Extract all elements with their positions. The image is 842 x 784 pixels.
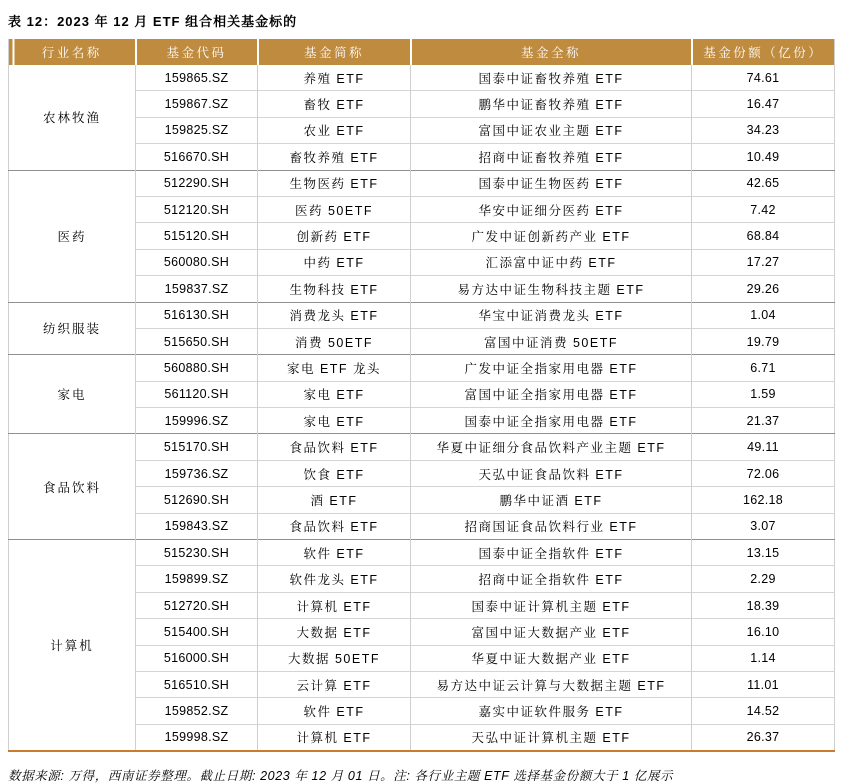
cell-fund-code: 159825.SZ [136, 117, 258, 143]
cell-fund-short-name: 畜牧 ETF [258, 91, 411, 117]
cell-fund-shares: 6.71 [692, 355, 835, 381]
cell-fund-code: 515170.SH [136, 434, 258, 460]
cell-fund-full-name: 富国中证消费 50ETF [411, 328, 692, 354]
cell-fund-short-name: 家电 ETF [258, 381, 411, 407]
table-row [9, 302, 835, 328]
cell-fund-short-name: 计算机 ETF [258, 592, 411, 618]
cell-fund-shares: 16.47 [692, 91, 835, 117]
cell-fund-short-name: 消费 50ETF [258, 328, 411, 354]
cell-fund-full-name: 华夏中证细分食品饮料产业主题 ETF [411, 434, 692, 460]
cell-fund-code: 516510.SH [136, 671, 258, 697]
cell-fund-code: 159996.SZ [136, 408, 258, 434]
cell-fund-full-name: 天弘中证计算机主题 ETF [411, 724, 692, 751]
cell-fund-shares: 13.15 [692, 540, 835, 566]
cell-fund-short-name: 养殖 ETF [258, 65, 411, 91]
cell-fund-short-name: 酒 ETF [258, 487, 411, 513]
cell-fund-code: 512120.SH [136, 196, 258, 222]
cell-fund-shares: 11.01 [692, 671, 835, 697]
table-header [9, 39, 835, 65]
cell-fund-full-name: 富国中证农业主题 ETF [411, 117, 692, 143]
cell-fund-short-name: 软件 ETF [258, 540, 411, 566]
cell-fund-shares: 29.26 [692, 276, 835, 302]
cell-fund-shares: 49.11 [692, 434, 835, 460]
cell-fund-code: 561120.SH [136, 381, 258, 407]
cell-fund-code: 159736.SZ [136, 460, 258, 486]
source-note: 数据来源: 万得，西南证券整理。截止日期: 2023 年 12 月 01 日。注: 各行业主题 ETF 选择基金份额大于 1 亿展示 [8, 769, 674, 784]
cell-fund-shares: 7.42 [692, 196, 835, 222]
cell-fund-full-name: 富国中证大数据产业 ETF [411, 619, 692, 645]
cell-industry: 纺织服装 [9, 302, 136, 355]
cell-fund-shares: 162.18 [692, 487, 835, 513]
cell-fund-full-name: 国泰中证畜牧养殖 ETF [411, 65, 692, 91]
cell-fund-code: 560080.SH [136, 249, 258, 275]
cell-fund-short-name: 消费龙头 ETF [258, 302, 411, 328]
cell-fund-full-name: 招商国证食品饮料行业 ETF [411, 513, 692, 539]
header-row [9, 39, 835, 65]
cell-fund-full-name: 易方达中证云计算与大数据主题 ETF [411, 671, 692, 697]
cell-fund-shares: 72.06 [692, 460, 835, 486]
cell-fund-full-name: 国泰中证生物医药 ETF [411, 170, 692, 196]
cell-fund-code: 512690.SH [136, 487, 258, 513]
table-row [9, 355, 835, 381]
cell-fund-code: 159899.SZ [136, 566, 258, 592]
col-header-fund-shares: 基金份额（亿份） [692, 39, 835, 65]
cell-fund-full-name: 招商中证全指软件 ETF [411, 566, 692, 592]
cell-fund-shares: 16.10 [692, 619, 835, 645]
cell-fund-full-name: 广发中证创新药产业 ETF [411, 223, 692, 249]
cell-industry: 计算机 [9, 540, 136, 752]
cell-fund-full-name: 招商中证畜牧养殖 ETF [411, 144, 692, 170]
cell-fund-shares: 42.65 [692, 170, 835, 196]
col-header-fund-short-name: 基金简称 [258, 39, 411, 65]
cell-fund-full-name: 嘉实中证软件服务 ETF [411, 698, 692, 724]
cell-fund-shares: 19.79 [692, 328, 835, 354]
cell-fund-full-name: 广发中证全指家用电器 ETF [411, 355, 692, 381]
cell-industry: 家电 [9, 355, 136, 434]
cell-fund-short-name: 生物医药 ETF [258, 170, 411, 196]
cell-industry: 农林牧渔 [9, 65, 136, 170]
cell-fund-code: 515120.SH [136, 223, 258, 249]
cell-fund-code: 159865.SZ [136, 65, 258, 91]
cell-fund-short-name: 家电 ETF 龙头 [258, 355, 411, 381]
cell-fund-short-name: 大数据 ETF [258, 619, 411, 645]
table-row [9, 434, 835, 460]
cell-fund-short-name: 云计算 ETF [258, 671, 411, 697]
cell-fund-code: 159867.SZ [136, 91, 258, 117]
cell-fund-code: 516000.SH [136, 645, 258, 671]
etf-fund-table [8, 39, 835, 752]
cell-industry: 医药 [9, 170, 136, 302]
table-row [9, 540, 835, 566]
cell-fund-code: 159837.SZ [136, 276, 258, 302]
cell-fund-short-name: 家电 ETF [258, 408, 411, 434]
cell-fund-full-name: 华安中证细分医药 ETF [411, 196, 692, 222]
cell-fund-short-name: 创新药 ETF [258, 223, 411, 249]
cell-fund-code: 512290.SH [136, 170, 258, 196]
cell-fund-full-name: 鹏华中证酒 ETF [411, 487, 692, 513]
cell-fund-full-name: 天弘中证食品饮料 ETF [411, 460, 692, 486]
cell-fund-full-name: 汇添富中证中药 ETF [411, 249, 692, 275]
cell-fund-shares: 21.37 [692, 408, 835, 434]
cell-fund-shares: 3.07 [692, 513, 835, 539]
cell-fund-full-name: 国泰中证全指软件 ETF [411, 540, 692, 566]
cell-fund-full-name: 华夏中证大数据产业 ETF [411, 645, 692, 671]
cell-fund-shares: 18.39 [692, 592, 835, 618]
cell-fund-code: 560880.SH [136, 355, 258, 381]
cell-fund-code: 159852.SZ [136, 698, 258, 724]
table-body [9, 65, 835, 751]
cell-fund-code: 159843.SZ [136, 513, 258, 539]
cell-fund-short-name: 农业 ETF [258, 117, 411, 143]
cell-fund-short-name: 计算机 ETF [258, 724, 411, 751]
col-header-fund-code: 基金代码 [136, 39, 258, 65]
cell-fund-code: 515400.SH [136, 619, 258, 645]
cell-fund-shares: 17.27 [692, 249, 835, 275]
cell-fund-shares: 1.59 [692, 381, 835, 407]
cell-fund-full-name: 易方达中证生物科技主题 ETF [411, 276, 692, 302]
cell-fund-code: 515230.SH [136, 540, 258, 566]
cell-fund-full-name: 富国中证全指家用电器 ETF [411, 381, 692, 407]
table-title: 表 12：2023 年 12 月 ETF 组合相关基金标的 [8, 14, 298, 29]
cell-fund-full-name: 华宝中证消费龙头 ETF [411, 302, 692, 328]
cell-fund-shares: 14.52 [692, 698, 835, 724]
cell-fund-short-name: 医药 50ETF [258, 196, 411, 222]
cell-fund-short-name: 中药 ETF [258, 249, 411, 275]
cell-fund-shares: 2.29 [692, 566, 835, 592]
cell-fund-short-name: 大数据 50ETF [258, 645, 411, 671]
cell-fund-code: 159998.SZ [136, 724, 258, 751]
cell-fund-full-name: 国泰中证计算机主题 ETF [411, 592, 692, 618]
col-header-industry: 行业名称 [9, 39, 136, 65]
cell-fund-shares: 68.84 [692, 223, 835, 249]
table-row [9, 170, 835, 196]
cell-fund-shares: 1.14 [692, 645, 835, 671]
cell-fund-code: 512720.SH [136, 592, 258, 618]
cell-fund-shares: 34.23 [692, 117, 835, 143]
cell-fund-short-name: 软件龙头 ETF [258, 566, 411, 592]
cell-fund-shares: 74.61 [692, 65, 835, 91]
cell-fund-short-name: 饮食 ETF [258, 460, 411, 486]
cell-fund-short-name: 食品饮料 ETF [258, 434, 411, 460]
cell-fund-code: 516130.SH [136, 302, 258, 328]
cell-fund-code: 515650.SH [136, 328, 258, 354]
cell-fund-short-name: 畜牧养殖 ETF [258, 144, 411, 170]
cell-fund-short-name: 食品饮料 ETF [258, 513, 411, 539]
cell-fund-full-name: 国泰中证全指家用电器 ETF [411, 408, 692, 434]
table-row [9, 65, 835, 91]
cell-fund-short-name: 生物科技 ETF [258, 276, 411, 302]
cell-fund-shares: 1.04 [692, 302, 835, 328]
cell-fund-code: 516670.SH [136, 144, 258, 170]
cell-fund-full-name: 鹏华中证畜牧养殖 ETF [411, 91, 692, 117]
col-header-fund-full-name: 基金全称 [411, 39, 692, 65]
cell-industry: 食品饮料 [9, 434, 136, 540]
cell-fund-shares: 10.49 [692, 144, 835, 170]
cell-fund-shares: 26.37 [692, 724, 835, 751]
cell-fund-short-name: 软件 ETF [258, 698, 411, 724]
